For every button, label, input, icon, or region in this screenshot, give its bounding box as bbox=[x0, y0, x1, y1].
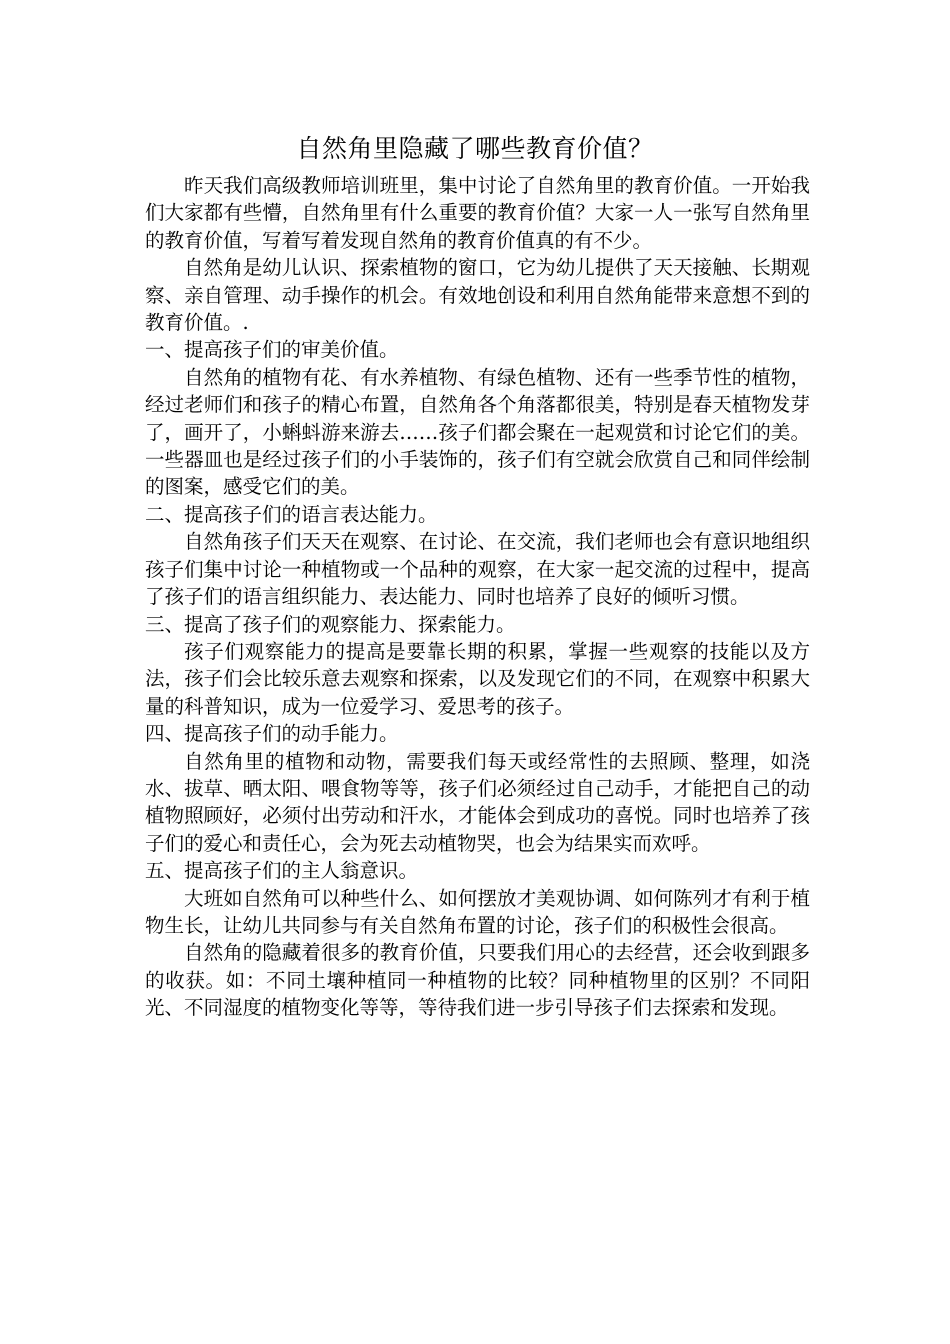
section-heading-5: 五、提高孩子们的主人翁意识。 bbox=[145, 859, 419, 883]
section-text-5: 大班如自然角可以种些什么、如何摆放才美观协调、如何陈列才有利于植物生长，让幼儿共同参与有关自然角布置的讨论，孩子们的积极性会很高。 bbox=[145, 886, 810, 937]
section-heading-2: 二、提高孩子们的语言表达能力。 bbox=[145, 502, 438, 526]
closing-paragraph: 自然角的隐藏着很多的教育价值，只要我们用心的去经营，还会收到跟多的收获。如：不同土壤种植同一种植物的比较？同种植物里的区别？不同阳光、不同湿度的植物变化等等，等待我们进一步引导孩子们去探索和发现。 bbox=[145, 941, 810, 1020]
section-text-2: 自然角孩子们天天在观察、在讨论、在交流，我们老师也会有意识地组织孩子们集中讨论一种植物或一个品种的观察，在大家一起交流的过程中，提高了孩子们的语言组织能力、表达能力、同时也培养了良好的倾听习惯。 bbox=[145, 530, 810, 609]
section-heading-3: 三、提高了孩子们的观察能力、探索能力。 bbox=[145, 612, 516, 636]
document-body bbox=[145, 172, 810, 1022]
section-text-1: 自然角的植物有花、有水养植物、有绿色植物、还有一些季节性的植物，经过老师们和孩子的精心布置，自然角各个角落都很美，特别是春天植物发芽了，画开了，小蝌蚪游来游去……孩子们都会聚在一起观赏和讨论它们的美。一些器皿也是经过孩子们的小手装饰的，孩子们有空就会欣赏自己和同伴绘制的图案，感受它们的美。 bbox=[145, 365, 810, 499]
section-heading-1: 一、提高孩子们的审美价值。 bbox=[145, 338, 399, 362]
intro-paragraph-1: 昨天我们高级教师培训班里，集中讨论了自然角里的教育价值。一开始我们大家都有些懵，自然角里有什么重要的教育价值？大家一人一张写自然角里的教育价值，写着写着发现自然角的教育价值真的有不少。 bbox=[145, 174, 810, 252]
document-title: 自然角里隐藏了哪些教育价值？ bbox=[296, 134, 654, 163]
section-text-3: 孩子们观察能力的提高是要靠长期的积累，掌握一些观察的技能以及方法，孩子们会比较乐意去观察和探索，以及发现它们的不同，在观察中积累大量的科普知识，成为一位爱学习、爱思考的孩子。 bbox=[145, 639, 810, 718]
section-heading-4: 四、提高孩子们的动手能力。 bbox=[145, 722, 399, 746]
intro-paragraph-2: 自然角是幼儿认识、探索植物的窗口，它为幼儿提供了天天接触、长期观察、亲自管理、动手操作的机会。有效地创设和利用自然角能带来意想不到的教育价值。. bbox=[145, 256, 810, 335]
section-text-4: 自然角里的植物和动物，需要我们每天或经常性的去照顾、整理，如浇水、拔草、晒太阳、喂食物等等，孩子们必须经过自己动手，才能把自己的动植物照顾好，必须付出劳动和汗水，才能体会到成功的喜悦。同时也培养了孩子们的爱心和责任心，会为死去动植物哭，也会为结果实而欢呼。 bbox=[145, 749, 810, 855]
